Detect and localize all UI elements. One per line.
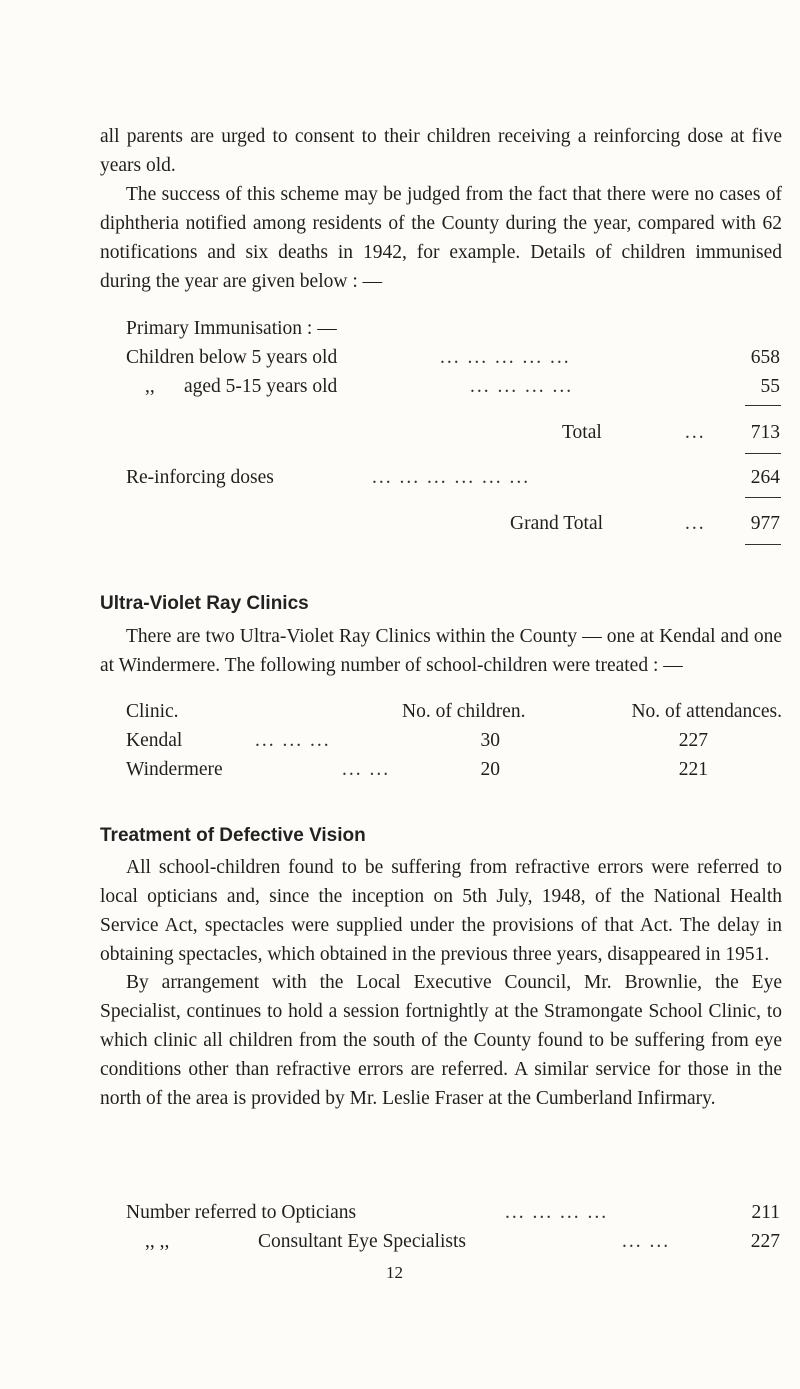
grand-total-rule-top <box>745 497 781 498</box>
uv-row-1-clinic: Kendal <box>126 730 183 751</box>
uv-paragraph: There are two Ultra-Violet Ray Clinics within the County — one at Kendal and one at Windermere. The following number of school-children were treated : — <box>100 626 782 676</box>
specialists-value: 227 <box>750 1231 780 1252</box>
specialists-label: Consultant Eye Specialists <box>258 1231 466 1252</box>
uv-row-2-leader: ... ... <box>342 759 391 780</box>
total-label: Total <box>562 422 602 443</box>
immunisation-heading: Primary Immunisation : — <box>126 318 337 339</box>
specialists-ditto: ,, ,, <box>145 1231 170 1252</box>
immunisation-row-2-leader: ... ... ... ... <box>470 376 574 397</box>
vision-section-heading: Treatment of Defective Vision <box>100 825 366 846</box>
vision-paragraph-2: By arrangement with the Local Executive Council, Mr. Brownlie, the Eye Specialist, continues to hold a session fortnightly at the Stramongate School Clinic, to which clinic all children from the south of the County found to be suffering from eye conditions other than refractive errors are referred. A similar service for those in the north of the area is provided by Mr. Leslie Fraser at the Cumberland Infirmary. <box>100 972 782 1109</box>
reinforcing-value: 264 <box>750 467 780 488</box>
uv-row-2-clinic: Windermere <box>126 759 223 780</box>
intro-paragraph-2: The success of this scheme may be judged from the fact that there were no cases of diphtheria notified among residents of the County during the year, compared with 62 notifications and six deaths in 1942, for example. Details of children immunised during the year are given below : — <box>100 184 782 292</box>
subtotal-rule-top <box>745 405 781 406</box>
uv-col-clinic: Clinic. <box>126 701 179 722</box>
uv-row-1-leader: ... ... ... <box>255 730 331 751</box>
uv-row-2-children: 20 <box>480 759 500 780</box>
grand-total-leader: ... <box>685 513 706 534</box>
vision-paragraph-1: All school-children found to be suffering from refractive errors were referred to local opticians and, since the inception on 5th July, 1948, of the National Health Service Act, spectacles were supplied under the provisions of that Act. The delay in obtaining spectacles, which obtained in the previous three years, disappeared in 1951. <box>100 857 782 965</box>
immunisation-row-1-value: 658 <box>750 347 780 368</box>
immunisation-row-2-ditto: ,, <box>145 376 155 397</box>
intro-paragraph-1: all parents are urged to consent to their children receiving a reinforcing dose at five years old. <box>100 126 782 176</box>
immunisation-row-1-label: Children below 5 years old <box>126 347 338 368</box>
reinforcing-leader: ... ... ... ... ... ... <box>372 467 531 488</box>
uv-col-children: No. of children. <box>402 701 526 722</box>
immunisation-row-2-label: aged 5-15 years old <box>184 376 338 397</box>
opticians-label: Number referred to Opticians <box>126 1202 357 1223</box>
opticians-leader: ... ... ... ... <box>505 1202 609 1223</box>
total-value: 713 <box>750 422 780 443</box>
immunisation-row-2-value: 55 <box>760 376 780 397</box>
immunisation-row-1-leader: ... ... ... ... ... <box>440 347 571 368</box>
uv-row-2-attendances: 221 <box>678 759 708 780</box>
uv-row-1-attendances: 227 <box>678 730 708 751</box>
grand-total-rule-bottom <box>745 544 781 545</box>
specialists-leader: ... ... <box>622 1231 671 1252</box>
uv-section-heading: Ultra-Violet Ray Clinics <box>100 593 309 614</box>
uv-col-attendances: No. of attendances. <box>631 701 782 722</box>
page-number: 12 <box>386 1263 403 1282</box>
subtotal-rule-bottom <box>745 453 781 454</box>
reinforcing-label: Re-inforcing doses <box>126 467 274 488</box>
uv-row-1-children: 30 <box>480 730 500 751</box>
total-leader: ... <box>685 422 706 443</box>
grand-total-label: Grand Total <box>510 513 604 534</box>
grand-total-value: 977 <box>750 513 780 534</box>
opticians-value: 211 <box>751 1202 780 1223</box>
